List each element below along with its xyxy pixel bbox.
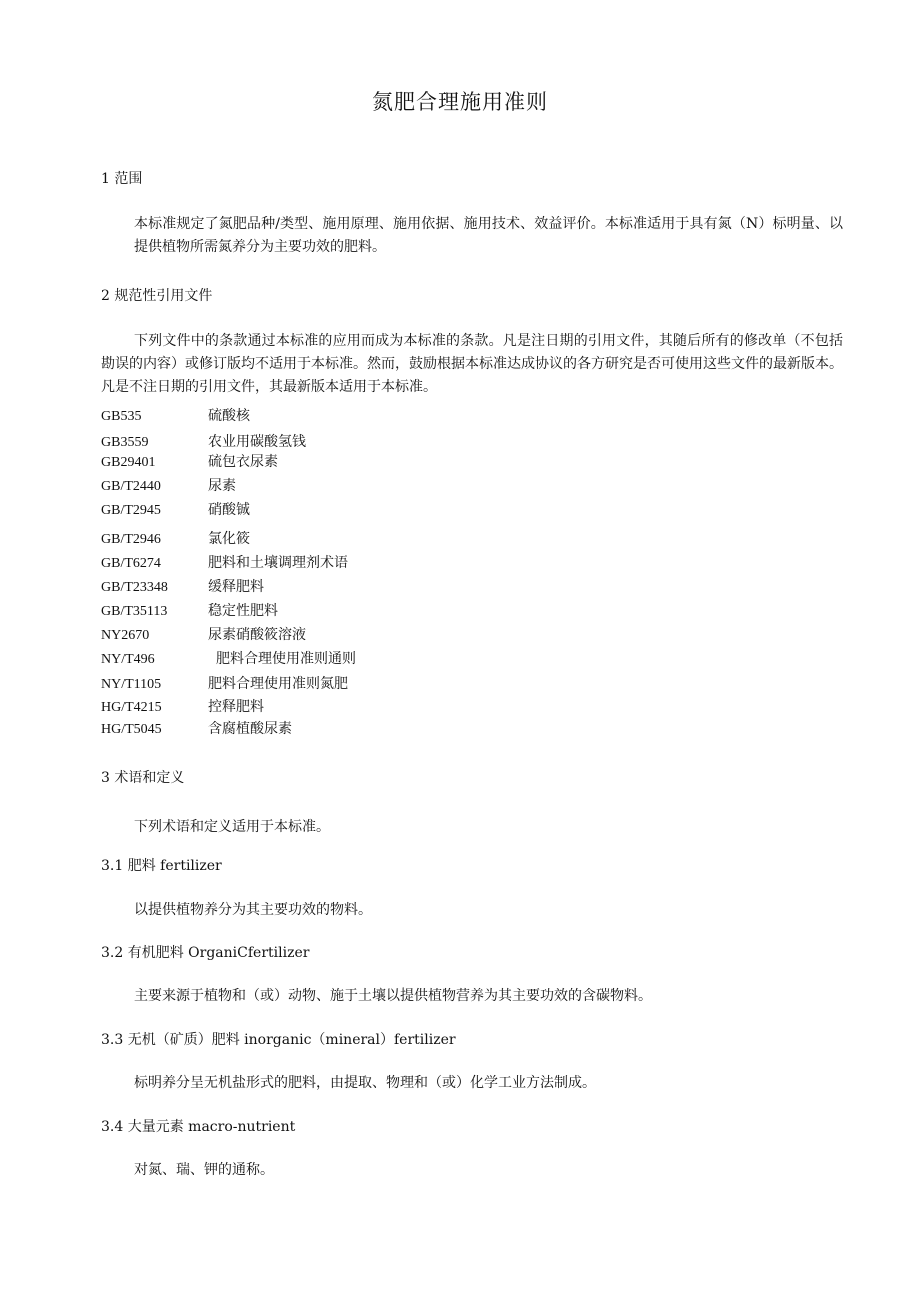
ref-code: GB/T23348 <box>101 580 168 595</box>
ref-code: NY/T496 <box>101 652 155 667</box>
section-3-heading: 3 术语和定义 <box>101 770 185 786</box>
term-3-1-heading: 3.1 肥料 fertilizer <box>101 858 222 874</box>
ref-code: GB29401 <box>101 455 156 470</box>
ref-name: 尿素 <box>208 478 236 494</box>
section-2-heading: 2 规范性引用文件 <box>101 288 213 304</box>
ref-code: HG/T5045 <box>101 722 162 737</box>
ref-code: GB/T2946 <box>101 532 161 547</box>
ref-code: GB535 <box>101 409 142 424</box>
ref-name: 稳定性肥料 <box>208 603 278 619</box>
ref-code: GB/T2945 <box>101 503 161 518</box>
ref-code: GB/T6274 <box>101 556 161 571</box>
ref-code: NY2670 <box>101 628 150 643</box>
ref-name: 肥料合理使用准则通则 <box>216 651 356 667</box>
ref-code: HG/T4215 <box>101 700 162 715</box>
section-1-heading: 1 范围 <box>101 171 143 187</box>
term-3-2-heading: 3.2 有机肥料 OrganiCfertilizer <box>101 945 310 961</box>
ref-name: 氯化筱 <box>208 531 250 547</box>
ref-name: 农业用碳酸氢钱 <box>208 434 306 450</box>
ref-code: NY/T1105 <box>101 677 162 692</box>
term-3-4-heading: 3.4 大量元素 macro-nutrient <box>101 1119 296 1135</box>
ref-code: GB/T2440 <box>101 479 161 494</box>
ref-name: 缓释肥料 <box>208 579 264 595</box>
term-3-3-definition: 标明养分呈无机盐形式的肥料，由提取、物理和（或）化学工业方法制成。 <box>134 1075 596 1091</box>
section-3-text: 下列术语和定义适用于本标准。 <box>134 819 330 835</box>
term-3-1-definition: 以提供植物养分为其主要功效的物料。 <box>134 902 372 918</box>
ref-name: 控释肥料 <box>208 699 264 715</box>
ref-code: GB/T35113 <box>101 604 168 619</box>
ref-name: 肥料和土壤调理剂术语 <box>208 555 348 571</box>
term-3-4-definition: 对氮、瑞、钾的通称。 <box>134 1162 274 1178</box>
ref-name: 尿素硝酸筱溶液 <box>208 627 306 643</box>
ref-name: 肥料合理使用准则氮肥 <box>208 676 348 692</box>
ref-name: 硫包衣尿素 <box>208 454 278 470</box>
ref-name: 硝酸铖 <box>208 502 250 518</box>
ref-name: 硫酸核 <box>208 408 250 424</box>
ref-name: 含腐植酸尿素 <box>208 721 292 737</box>
document-title: 氮肥合理施用准则 <box>372 90 548 114</box>
ref-code: GB3559 <box>101 435 149 450</box>
section-1-text: 本标准规定了氮肥品种/类型、施用原理、施用依据、施用技术、效益评价。本标准适用于具有氮（N）标明量、以提供植物所需氮养分为主要功效的肥料。 <box>134 216 843 255</box>
term-3-3-heading: 3.3 无机（矿质）肥料 inorganic（mineral）fertilizer <box>101 1032 456 1048</box>
term-3-2-definition: 主要来源于植物和（或）动物、施于土壤以提供植物营养为其主要功效的含碳物料。 <box>134 988 652 1004</box>
section-2-text: 下列文件中的条款通过本标准的应用而成为本标准的条款。凡是注日期的引用文件，其随后所有的修改单（不包括勘误的内容）或修订版均不适用于本标准。然而，鼓励根据本标准达成协议的各方研究是否可使用这些文件的最新版本。凡是不注日期的引用文件，其最新版本适用于本标准。 <box>101 333 843 395</box>
